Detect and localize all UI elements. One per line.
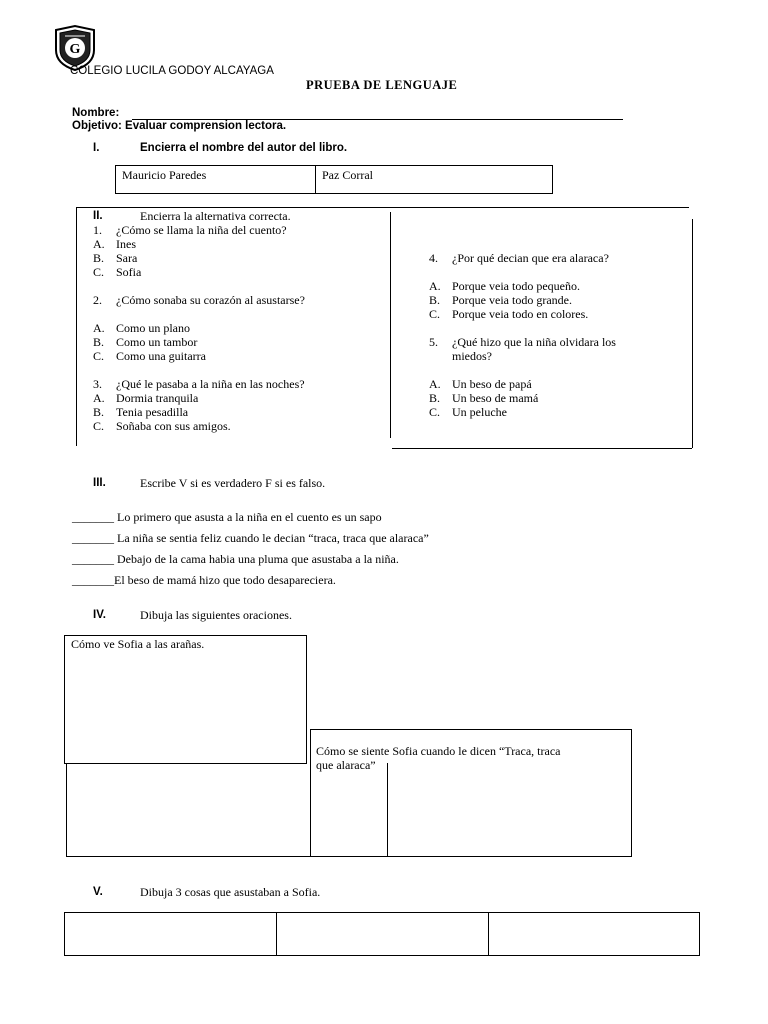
objective-label: Objetivo: Evaluar comprension lectora. [72,120,287,132]
q3-option-b-letter: B. [93,405,105,419]
q2-option-c[interactable]: Como una guitarra [116,349,206,363]
author-option-2[interactable]: Paz Corral [322,168,373,182]
statement-text: Debajo de la cama habia una pluma que asustaba a la niña. [114,552,399,566]
question-3-text: ¿Qué le pasaba a la niña en las noches? [116,377,305,391]
drawing-cell-1[interactable] [65,913,276,955]
question-2-number: 2. [93,293,102,307]
section-2-right-border [692,219,693,448]
section-2-column-divider [390,212,391,438]
author-options-divider [315,166,316,193]
question-5-number: 5. [429,335,438,349]
question-5-text-line-1: ¿Qué hizo que la niña olvidara los [452,335,616,349]
section-5-number: V. [93,886,103,898]
question-3-number: 3. [93,377,102,391]
q2-option-a[interactable]: Como un plano [116,321,190,335]
q1-option-c[interactable]: Sofia [116,265,142,279]
section-4-number: IV. [93,609,107,621]
true-false-item-3 [72,552,399,566]
q4-option-a-letter: A. [429,279,441,293]
section-2-top-border [76,207,689,208]
q5-option-c-letter: C. [429,405,441,419]
section-2-bottom-border [392,448,692,449]
drawing-box-traca-label-line-1: Cómo se siente Sofia cuando le dicen “Traca, traca [316,744,561,758]
q1-option-a-letter: A. [93,237,105,251]
section-4-instruction: Dibuja las siguientes oraciones. [140,608,292,622]
q5-option-a-letter: A. [429,377,441,391]
drawing-table-frightening-things [64,912,700,956]
section-5-instruction: Dibuja 3 cosas que asustaban a Sofia. [140,885,321,899]
school-name: COLEGIO LUCILA GODOY ALCAYAGA [70,65,274,77]
statement-text: Lo primero que asusta a la niña en el cuento es un sapo [114,510,382,524]
question-4-text: ¿Por qué decian que era alaraca? [452,251,609,265]
q5-option-c[interactable]: Un peluche [452,405,507,419]
q3-option-a[interactable]: Dormia tranquila [116,391,199,405]
q3-option-c-letter: C. [93,419,105,433]
question-4-number: 4. [429,251,438,265]
author-options-box [115,165,553,194]
q4-option-b-letter: B. [429,293,441,307]
q2-option-c-letter: C. [93,349,105,363]
q3-option-c[interactable]: Soñaba con sus amigos. [116,419,231,433]
drawing-cell-2[interactable] [277,913,488,955]
true-false-item-2 [72,531,429,545]
section-1-number: I. [93,142,100,154]
q1-option-c-letter: C. [93,265,105,279]
answer-blank[interactable]: _______ [72,552,114,566]
question-5-text-line-2: miedos? [452,349,492,363]
section-3-number: III. [93,477,106,489]
drawing-cell-3[interactable] [489,913,699,955]
section-3-instruction: Escribe V si es verdadero F si es falso. [140,476,326,490]
q2-option-a-letter: A. [93,321,105,335]
q3-option-b[interactable]: Tenia pesadilla [116,405,189,419]
true-false-item-1 [72,510,382,524]
question-1-number: 1. [93,223,102,237]
page-title: PRUEBA DE LENGUAJE [306,78,458,92]
answer-blank[interactable]: _______ [72,573,114,587]
q4-option-c-letter: C. [429,307,441,321]
q5-option-b[interactable]: Un beso de mamá [452,391,539,405]
q2-option-b[interactable]: Como un tambor [116,335,198,349]
q5-option-a[interactable]: Un beso de papá [452,377,532,391]
q1-option-b[interactable]: Sara [116,251,138,265]
drawing-box-traca-divider [387,763,388,856]
section-2-instruction: Encierra la alternativa correcta. [140,209,291,223]
statement-text: La niña se sentia feliz cuando le decian “traca, traca que alaraca” [114,531,429,545]
drawing-box-spiders[interactable] [64,635,307,764]
drawing-box-lower-left[interactable] [66,763,311,857]
section-1-instruction: Encierra el nombre del autor del libro. [140,142,348,154]
answer-blank[interactable]: _______ [72,531,114,545]
question-2-text: ¿Cómo sonaba su corazón al asustarse? [116,293,305,307]
true-false-item-4 [72,573,336,587]
q4-option-c[interactable]: Porque veia todo en colores. [452,307,589,321]
drawing-box-traca[interactable] [310,729,632,857]
name-label: Nombre: [72,107,120,119]
answer-blank[interactable]: _______ [72,510,114,524]
q2-option-b-letter: B. [93,335,105,349]
q5-option-b-letter: B. [429,391,441,405]
statement-text: El beso de mamá hizo que todo desapareciera. [114,573,336,587]
section-2-left-border [76,207,77,446]
drawing-box-spiders-label: Cómo ve Sofia a las arañas. [71,637,205,651]
section-2-number: II. [93,210,103,222]
q4-option-a[interactable]: Porque veia todo pequeño. [452,279,580,293]
q3-option-a-letter: A. [93,391,105,405]
q4-option-b[interactable]: Porque veia todo grande. [452,293,572,307]
q1-option-a[interactable]: Ines [116,237,136,251]
question-1-text: ¿Cómo se llama la niña del cuento? [116,223,287,237]
author-option-1[interactable]: Mauricio Paredes [122,168,207,182]
svg-text:G: G [69,42,81,57]
drawing-box-traca-label-line-2: que alaraca” [316,758,376,772]
q1-option-b-letter: B. [93,251,105,265]
